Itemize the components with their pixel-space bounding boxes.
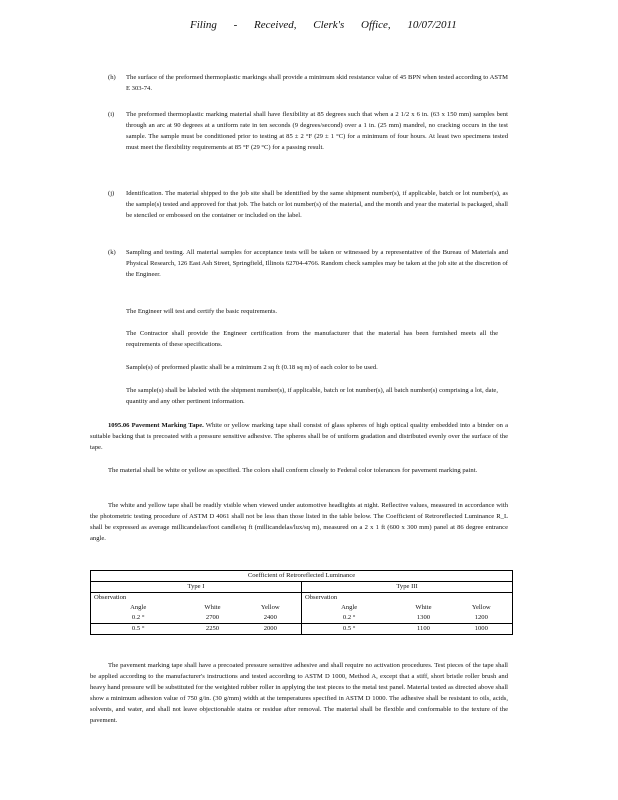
section-title: Pavement Marking Tape. [131, 422, 204, 429]
angle-cell: 0.2 ° [91, 613, 186, 624]
white-header: White [415, 604, 432, 611]
engineer-para: The Engineer will test and certify the basic requirements. [126, 308, 278, 315]
item-label: (h) [108, 74, 116, 81]
luminance-table [90, 570, 513, 635]
sample-size-para: Sample(s) of preformed plastic shall be a minimum 2 sq ft (0.18 sq m) of each color to be used. [126, 364, 378, 371]
value-cell: 1200 [451, 613, 513, 624]
angle-cell: 0.5 ° [91, 624, 186, 635]
item-label: (j) [108, 190, 115, 197]
item-text: Sampling and testing. All material samples for acceptance tests will be taken or witnessed by a representative of the Bureau of Materials and Physical Research, 126 East Ash Street, Springfield, Illinois 62704-4766. Random check samples may be taken at the job site at the discretion of the Engineer. [126, 249, 508, 278]
value-cell: 1100 [396, 624, 450, 635]
angle-cell: 0.5 ° [301, 624, 396, 635]
reflectivity-para: The white and yellow tape shall be readily visible when viewed under automotive headlights at night. Reflective values, measured in accordance with the photometric testing procedure of ASTM D 4061 shall not be less than those listed in the table below. The Coefficient of Retroreflected Luminance R_L shall be expressed as average millicandelas/foot candle/sq ft (millicandelas/lux/sq m), measured on a 2 x 1 ft (600 x 300 mm) panel at 86 degree entrance angle. [90, 502, 508, 542]
section-1095-06 [90, 420, 508, 453]
section-text: White or yellow marking tape shall consist of glass spheres of high optical quality embedded into a binder on a suitable backing that is precoated with a pressure sensitive adhesive. The spheres shall be of uniform gradation and distributed evenly over the surface of the tape. [90, 422, 508, 451]
item-h [108, 72, 508, 94]
yellow-header: Yellow [451, 603, 513, 613]
type1-header: Type I [91, 582, 302, 593]
value-cell: 2400 [240, 613, 302, 624]
item-text: Identification. The material shipped to the job site shall be identified by the same shipment number(s), if applicable, batch or lot number(s), as the sample(s) tested and approved for that job. The batch or lot number(s) of the material, and the month and year the material is packaged, shall be stenciled or embossed on the container or included on the label. [126, 190, 508, 219]
value-cell: 1300 [396, 613, 450, 624]
item-label: (k) [108, 249, 116, 256]
angle-header: Angle [91, 603, 186, 613]
item-text: The preformed thermoplastic marking material shall have flexibility at 85 degrees such that when a 2 1/2 x 6 in. (63 x 150 mm) samples bent through an arc at 90 degrees at a uniform rate in ten seconds (9 degrees/second) over a 1 in. (25 mm) mandrel, no cracking occurs in the test sample. The sample must be conditioned prior to testing at 85 ± 2 °F (29 ± 1 °C) for a minimum of four hours. At least two specimens tested must meet the flexibility requirements at 85 °F (29 °C) for a passing result. [126, 111, 508, 151]
contractor-para: The Contractor shall provide the Engineer certification from the manufacturer that the material has been furnished meets all the requirements of these specifications. [126, 330, 498, 348]
value-cell: 2250 [185, 624, 239, 635]
item-i [108, 109, 508, 153]
item-j [108, 188, 508, 221]
white-header: White [204, 604, 221, 611]
obs-label: Observation [91, 593, 186, 604]
item-text: The surface of the preformed thermoplastic markings shall provide a minimum skid resistance value of 45 BPN when tested according to ASTM E 303-74. [126, 74, 508, 92]
item-label: (i) [108, 111, 115, 118]
adhesive-para: The pavement marking tape shall have a precoated pressure sensitive adhesive and shall require no activation procedures. Test pieces of the tape shall be applied according to the manufacturer's instructions and tested according to ASTM D 1000, Method A, except that a stiff, short bristle roller brush and heavy hand pressure will be substituted for the weighted rubber roller in applying the test pieces to the metal test panel. Material tested as directed above shall show a minimum adhesion value of 750 g/in. (30 g/mm) width at the temperatures specified in ASTM D 1000. The adhesive shall be resistant to oils, acids, solvents, and water, and shall not leave objectionable stains or residue after removal. The material shall be flexible and conformable to the texture of the pavement. [90, 662, 508, 724]
angle-cell: 0.2 ° [301, 613, 396, 624]
table-title: Coefficient of Retroreflected Luminance [91, 571, 513, 582]
value-cell: 1000 [451, 624, 513, 635]
filing-header: Filing - Received, Clerk's Office, 10/07/2011 [190, 19, 457, 31]
type3-header: Type III [301, 582, 512, 593]
obs-label: Observation [304, 594, 338, 601]
angle-header: Angle [341, 604, 358, 611]
color-para: The material shall be white or yellow as specified. The colors shall conform closely to Federal color tolerances for pavement marking paint. [108, 467, 478, 474]
item-k [108, 247, 508, 280]
sample-label-para: The sample(s) shall be labeled with the shipment number(s), if applicable, batch or lot number(s), all batch number(s) comprising a lot, date, quantity and any other pertinent information. [126, 387, 498, 405]
value-cell: 2700 [185, 613, 239, 624]
section-number: 1095.06 [108, 422, 130, 429]
value-cell: 2000 [240, 624, 302, 635]
yellow-header: Yellow [240, 603, 302, 613]
